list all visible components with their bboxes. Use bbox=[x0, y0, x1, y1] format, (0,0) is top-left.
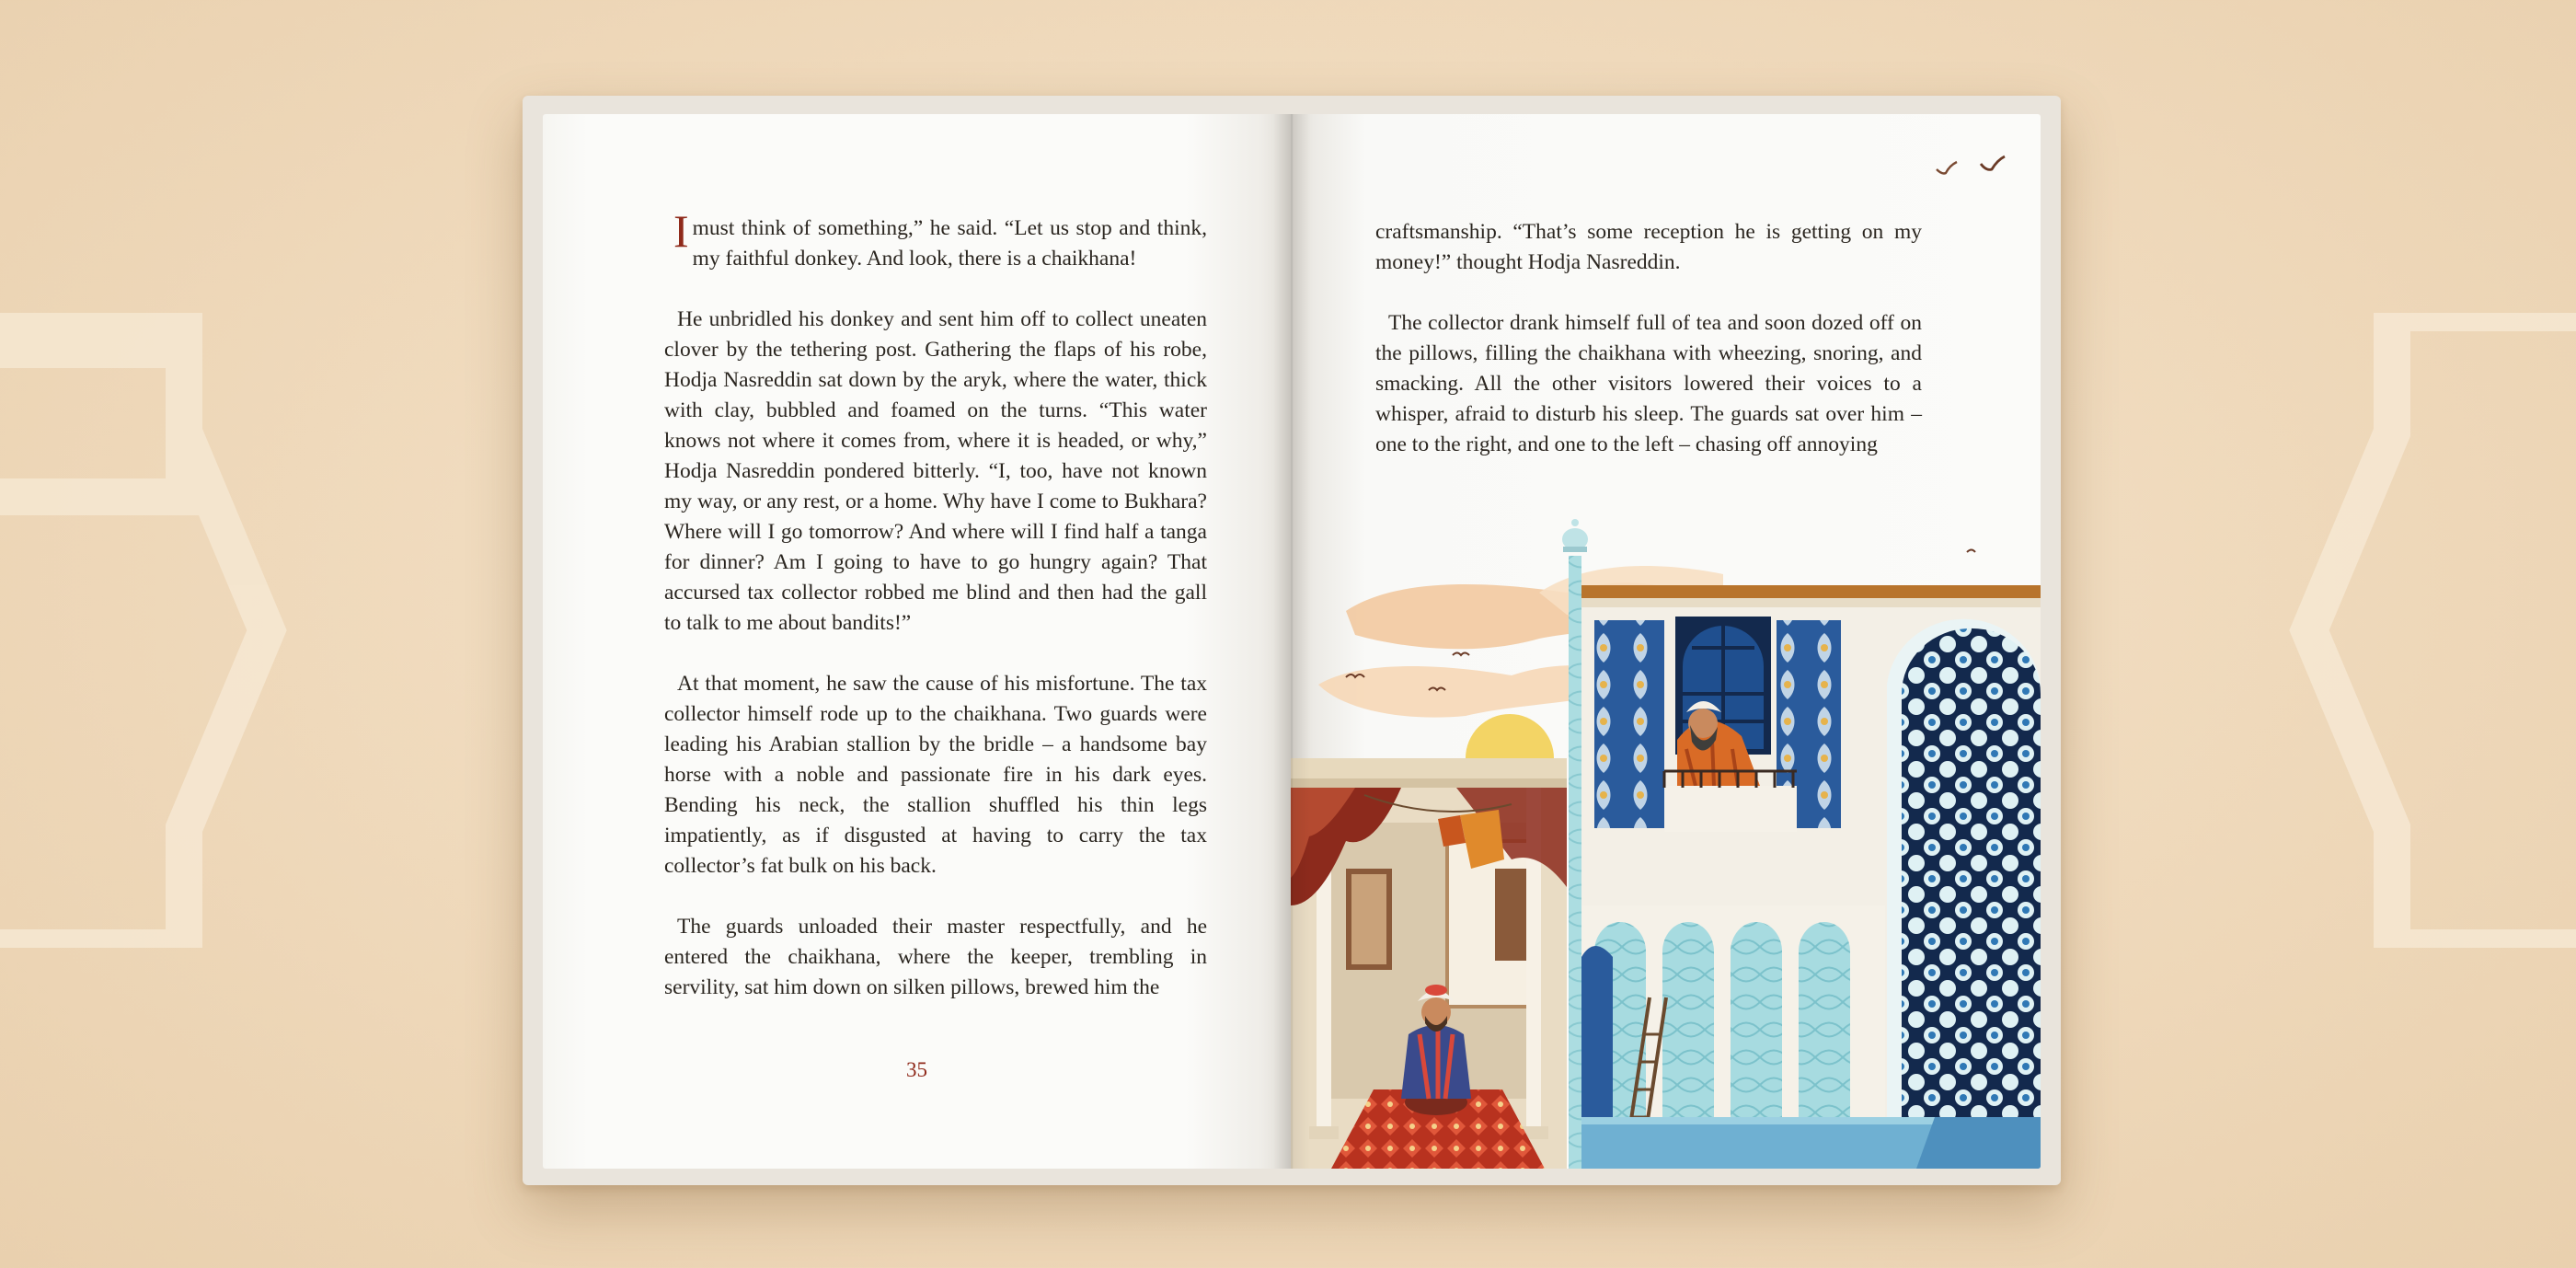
right-page-text bbox=[1375, 217, 1922, 490]
left-page bbox=[543, 114, 1291, 1169]
paragraph: At that moment, he saw the cause of his misfortune. The tax collector himself rode up to the chaikhana. Two guards were leading his Arabian stallion by the bridle – a handsome bay horse with a noble and passionate fire in his dark eyes. Bending his neck, the stallion shuffled his thin legs impatiently, as if disgusted at having to carry the tax collector’s fat bulk on his back. bbox=[664, 672, 1207, 878]
left-page-text bbox=[664, 205, 1207, 1033]
background-star-ornament-left bbox=[0, 313, 368, 948]
right-page bbox=[1291, 114, 2041, 1169]
paragraph: He unbridled his donkey and sent him off to collect uneaten clover by the tethering post. Gathering the flaps of his robe, Hodja Nasreddin sat down by the aryk, where the water, thick with clay, bubbled and foamed on the turns. “This water knows not where it comes from, where it is headed, or why,” Hodja Nasreddin pondered bitterly. “I, too, have not known my way, or any rest, or a home. Why have I come to Bukhara? Where will I go tomorrow? And where will I find half a tanga for dinner? Am I going to have to go hungry again? That accursed tax collector robbed me blind and then had the gall to talk to me about bandits!” bbox=[664, 307, 1207, 635]
paragraph: craftsmanship. “That’s some reception he is getting on my money!” thought Hodja Nasreddin. bbox=[1375, 220, 1922, 274]
paragraph: The collector drank himself full of tea and soon dozed off on the pillows, filling the chaikhana with wheezing, snoring, and smacking. All the other visitors lowered their voices to a whisper, afraid to disturb his sleep. The guards sat over him – one to the right, and one to the left – chasing off annoying bbox=[1375, 311, 1922, 456]
open-book bbox=[523, 96, 2061, 1185]
birds-icon bbox=[1935, 155, 2008, 191]
paragraph: The guards unloaded their master respectfully, and he entered the chaikhana, where the keeper, trembling in servility, sat him down on silken pillows, brewed him the bbox=[664, 915, 1207, 999]
page-number: 35 bbox=[906, 1058, 927, 1081]
chaikhana-illustration bbox=[1291, 519, 2041, 1169]
background-star-ornament-right bbox=[2208, 313, 2576, 948]
paragraph: Imust think of something,” he said. “Let us stop and think, my faithful donkey. And look, there is a chaikhana! bbox=[673, 205, 1207, 271]
drop-cap: I bbox=[673, 205, 689, 257]
